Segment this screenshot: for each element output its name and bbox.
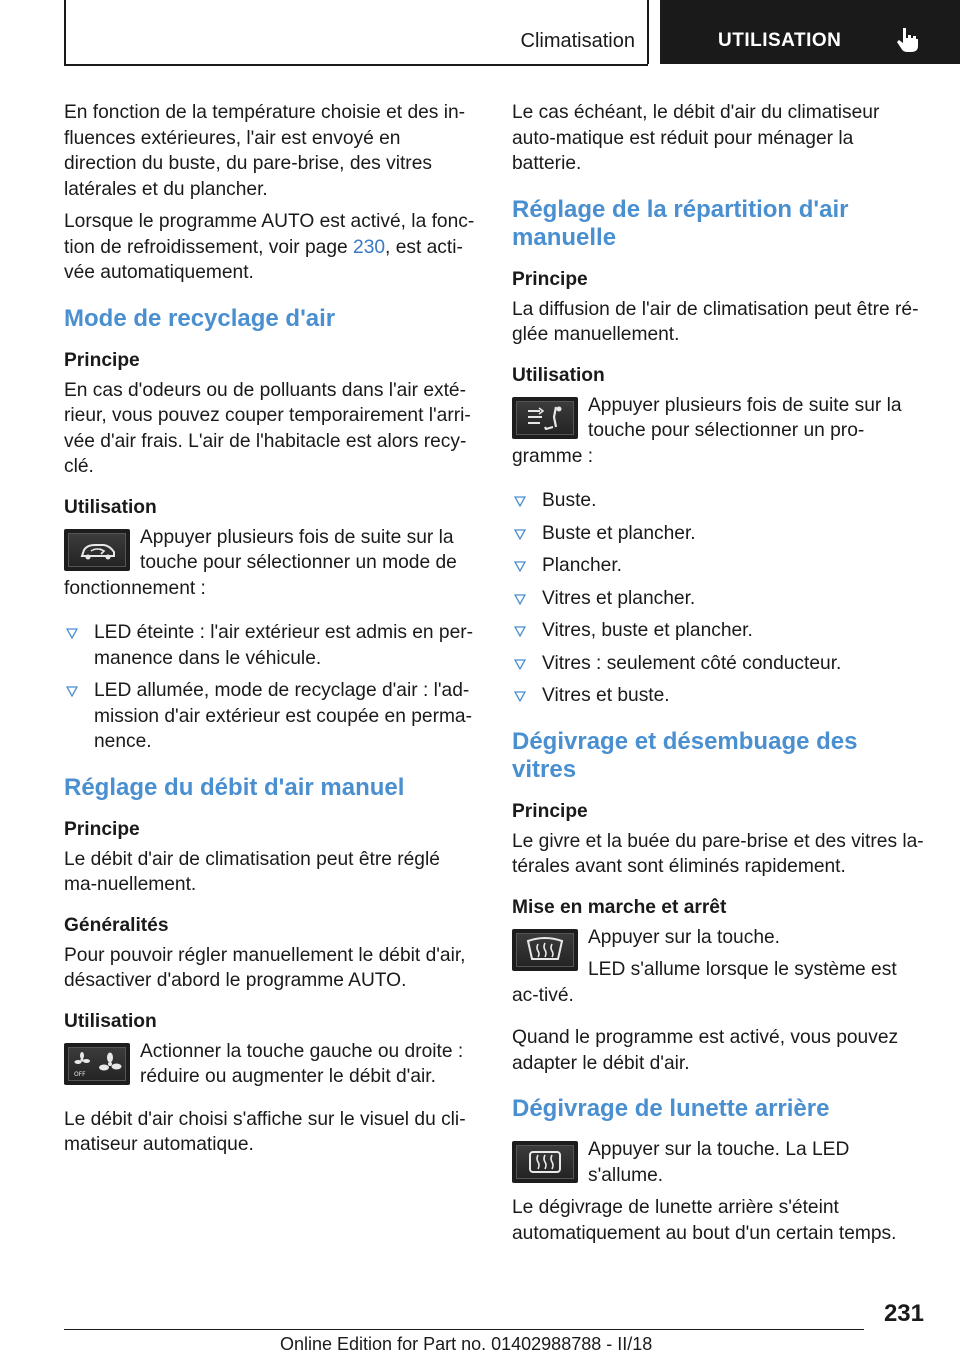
list-item: Buste. (512, 488, 926, 514)
rear-defrost-step-1: Appuyer sur la touche. La LED s'allume. (588, 1139, 850, 1186)
triangle-bullet-icon (514, 495, 526, 507)
debit-generalites-text: Pour pouvoir régler manuellement le débit d'air, désactiver d'abord le programme AUTO. (64, 944, 466, 991)
chapter-title: UTILISATION (718, 30, 842, 51)
page-number: 231 (883, 1300, 924, 1327)
triangle-bullet-icon (514, 625, 526, 637)
triangle-bullet-icon (514, 690, 526, 702)
repartition-usage: Appuyer plusieurs fois de suite sur la touche pour sélectionner un pro-gramme : (512, 394, 902, 467)
list-item: Plancher. (512, 553, 926, 579)
windshield-defrost-button-icon (512, 929, 578, 971)
triangle-bullet-icon (514, 560, 526, 572)
degivrage-principe-text: Le givre et la buée du pare-brise et des vitres la-térales avant sont éliminés rapidement. (512, 830, 924, 877)
section-title: Climatisation (520, 30, 635, 52)
heading-repartition: Réglage de la répartition d'air manuelle (512, 195, 849, 251)
degivrage-note: Quand le programme est activé, vous pouvez adapter le débit d'air. (512, 1027, 899, 1074)
list-item: Vitres et plancher. (512, 586, 926, 612)
subheading-principe: Principe (64, 818, 140, 840)
repartition-principe-text: La diffusion de l'air de climatisation peut être ré-glée manuellement. (512, 298, 919, 345)
rear-defrost-step-2: Le dégivrage de lunette arrière s'éteint automatiquement au bout d'un certain temps. (512, 1197, 897, 1244)
pointing-hand-icon (894, 24, 922, 54)
triangle-bullet-icon (514, 593, 526, 605)
recycle-usage: Appuyer plusieurs fois de suite sur la touche pour sélectionner un mode de fonctionnement : (64, 526, 457, 599)
subheading-utilisation: Utilisation (512, 364, 605, 386)
list-item: LED éteinte : l'air extérieur est admis en per-manence dans le véhicule. (64, 620, 478, 671)
recycle-principe-text: En cas d'odeurs ou de polluants dans l'air exté-rieur, vous pouvez couper temporairement l'arri-vée d'air frais. L'air de l'habitacle est alors recy-clé. (64, 379, 471, 477)
page-link[interactable]: 230 (353, 236, 386, 258)
subheading-principe: Principe (512, 268, 588, 290)
defrost-step-2: LED s'allume lorsque le système est ac-tivé. (512, 959, 897, 1006)
distribution-programs-list (512, 488, 926, 709)
header-rule (64, 64, 648, 66)
heading-recycle: Mode de recyclage d'air (64, 304, 336, 332)
defrost-step-1: Appuyer sur la touche. (588, 926, 780, 948)
chapter-tab (660, 0, 960, 64)
triangle-bullet-icon (514, 658, 526, 670)
footer-rule (64, 1329, 864, 1330)
edition-text: Online Edition for Part no. 01402988788 - II/18 (280, 1334, 653, 1354)
lunette-usage (512, 1137, 926, 1246)
rear-defrost-button-icon (512, 1141, 578, 1183)
debit-note: Le débit d'air choisi s'affiche sur le visuel du cli-matiseur automatique. (64, 1108, 466, 1155)
list-item: LED allumée, mode de recyclage d'air : l'ad-mission d'air extérieur est coupée en perma-nence. (64, 678, 478, 755)
auto-paragraph: Lorsque le programme AUTO est activé, la fonc-tion de refroidissement, voir page 230, est acti-vée automatiquement. (64, 211, 475, 283)
triangle-bullet-icon (514, 528, 526, 540)
list-item: Vitres, buste et plancher. (512, 618, 926, 644)
heading-lunette: Dégivrage de lunette arrière (512, 1095, 830, 1122)
subheading-generalites: Généralités (64, 914, 169, 936)
list-item: Vitres : seulement côté conducteur. (512, 651, 926, 677)
debit-principe-text: Le débit d'air de climatisation peut être réglé ma-nuellement. (64, 848, 440, 895)
triangle-bullet-icon (66, 685, 78, 697)
header-left-rule (64, 0, 66, 64)
heading-debit: Réglage du débit d'air manuel (64, 773, 405, 801)
heading-degivrage: Dégivrage et désembuage des vitres (512, 727, 858, 783)
left-column (64, 100, 478, 1165)
list-item: Buste et plancher. (512, 521, 926, 547)
subheading-principe: Principe (64, 349, 140, 371)
recycle-modes-list (64, 620, 478, 755)
list-item: Vitres et buste. (512, 683, 926, 709)
recirculation-button-icon (64, 529, 130, 571)
triangle-bullet-icon (66, 627, 78, 639)
fan-button-icon (64, 1043, 130, 1085)
subheading-mise-en-marche: Mise en marche et arrêt (512, 896, 727, 918)
header-right-rule (647, 0, 649, 64)
right-column (512, 100, 926, 1253)
fan-off-label: OFF (74, 1070, 86, 1078)
debit-usage: OFF Actionner la touche gauche ou droite : réduire ou augmenter le débit d'air. (64, 1039, 478, 1090)
subheading-principe: Principe (512, 800, 588, 822)
degivrage-usage (512, 925, 926, 1009)
air-distribution-button-icon (512, 397, 578, 439)
subheading-utilisation: Utilisation (64, 1010, 157, 1032)
battery-paragraph: Le cas échéant, le débit d'air du climatiseur auto-matique est réduit pour ménager la batterie. (512, 102, 880, 174)
subheading-utilisation: Utilisation (64, 496, 157, 518)
intro-paragraph: En fonction de la température choisie et des in-fluences extérieures, l'air est envoyé en direction du buste, du pare-brise, des vitres latérales et du plancher. (64, 102, 466, 200)
